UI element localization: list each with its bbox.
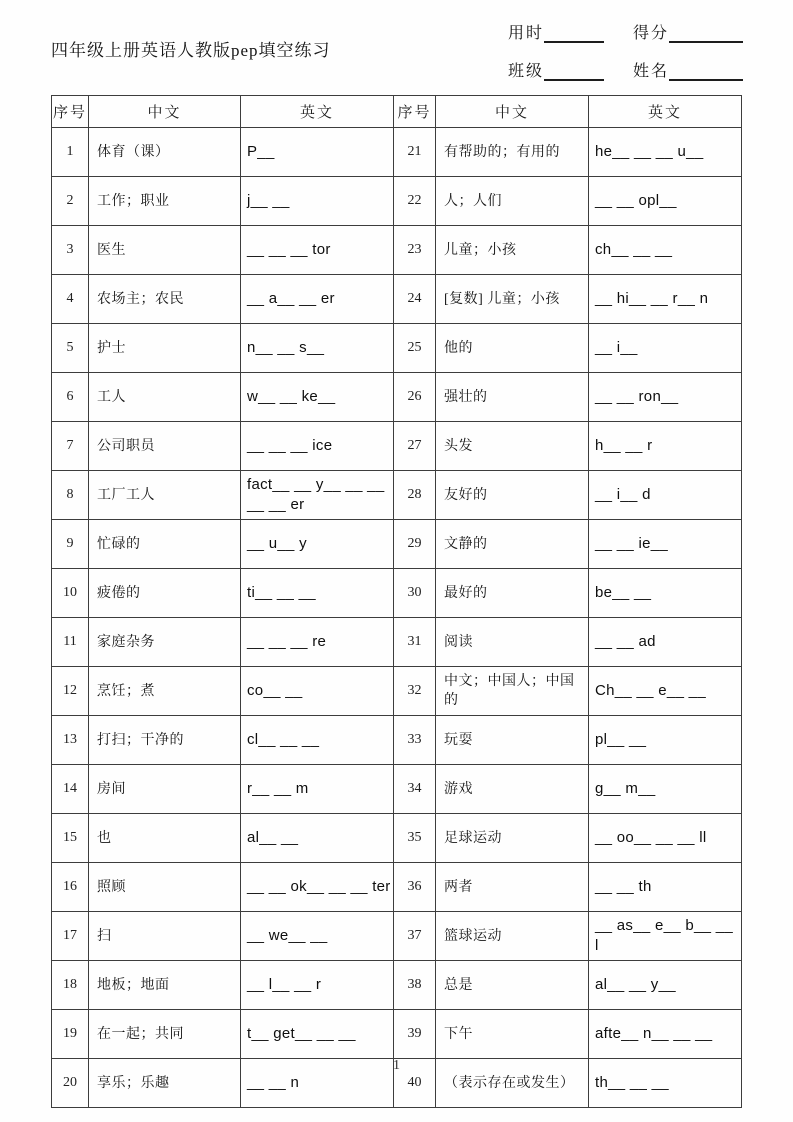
header-seq-left: 序号 — [52, 96, 89, 128]
english-cell: __ oo__ __ __ ll — [589, 814, 742, 863]
chinese-cell: 玩耍 — [436, 716, 589, 765]
chinese-cell: 儿童；小孩 — [436, 226, 589, 275]
chinese-cell: 他的 — [436, 324, 589, 373]
english-cell: __ we__ __ — [241, 912, 394, 961]
page-number: 1 — [393, 1058, 400, 1073]
field-score — [633, 20, 743, 43]
english-cell: pl__ __ — [589, 716, 742, 765]
chinese-cell: 工厂工人 — [89, 471, 241, 520]
english-cell: h__ __ r — [589, 422, 742, 471]
chinese-cell: 两者 — [436, 863, 589, 912]
english-cell: t__ get__ __ __ — [241, 1010, 394, 1059]
row-number-cell: 10 — [52, 569, 89, 618]
table-row — [52, 569, 742, 618]
header-fields — [508, 20, 746, 96]
row-number-cell: 28 — [394, 471, 436, 520]
row-number-cell: 14 — [52, 765, 89, 814]
table-row — [52, 667, 742, 716]
chinese-cell: 工作；职业 — [89, 177, 241, 226]
table-row — [52, 422, 742, 471]
chinese-cell: （表示存在或发生） — [436, 1059, 589, 1108]
row-number-cell: 23 — [394, 226, 436, 275]
table-header-row — [52, 96, 742, 128]
english-cell: __ __ ie__ — [589, 520, 742, 569]
english-cell: cl__ __ __ — [241, 716, 394, 765]
chinese-cell: 照顾 — [89, 863, 241, 912]
chinese-cell: 地板；地面 — [89, 961, 241, 1010]
english-cell: __ __ ad — [589, 618, 742, 667]
chinese-cell: [复数] 儿童；小孩 — [436, 275, 589, 324]
vocab-table — [51, 95, 742, 1108]
chinese-cell: 农场主；农民 — [89, 275, 241, 324]
row-number-cell: 1 — [52, 128, 89, 177]
table-row — [52, 373, 742, 422]
chinese-cell: 家庭杂务 — [89, 618, 241, 667]
field-time-used-blank — [544, 25, 604, 43]
english-cell: __ __ __ tor — [241, 226, 394, 275]
english-cell: __ i__ d — [589, 471, 742, 520]
row-number-cell: 40 — [394, 1059, 436, 1108]
row-number-cell: 32 — [394, 667, 436, 716]
chinese-cell: 人；人们 — [436, 177, 589, 226]
header-fields-row-2 — [508, 58, 746, 81]
table-row — [52, 520, 742, 569]
row-number-cell: 12 — [52, 667, 89, 716]
english-cell: __ __ ron__ — [589, 373, 742, 422]
row-number-cell: 29 — [394, 520, 436, 569]
row-number-cell: 24 — [394, 275, 436, 324]
row-number-cell: 17 — [52, 912, 89, 961]
row-number-cell: 15 — [52, 814, 89, 863]
chinese-cell: 医生 — [89, 226, 241, 275]
chinese-cell: 烹饪；煮 — [89, 667, 241, 716]
header-seq-right: 序号 — [394, 96, 436, 128]
table-row — [52, 226, 742, 275]
english-cell: __ l__ __ r — [241, 961, 394, 1010]
table-row — [52, 765, 742, 814]
english-cell: al__ __ — [241, 814, 394, 863]
english-cell: __ __ __ re — [241, 618, 394, 667]
chinese-cell: 阅读 — [436, 618, 589, 667]
table-row — [52, 471, 742, 520]
english-cell: n__ __ s__ — [241, 324, 394, 373]
row-number-cell: 22 — [394, 177, 436, 226]
table-row — [52, 177, 742, 226]
english-cell: g__ m__ — [589, 765, 742, 814]
english-cell: al__ __ y__ — [589, 961, 742, 1010]
field-score-blank — [669, 25, 743, 43]
english-cell: afte__ n__ __ __ — [589, 1010, 742, 1059]
english-cell: j__ __ — [241, 177, 394, 226]
chinese-cell: 有帮助的；有用的 — [436, 128, 589, 177]
row-number-cell: 13 — [52, 716, 89, 765]
chinese-cell: 扫 — [89, 912, 241, 961]
row-number-cell: 33 — [394, 716, 436, 765]
row-number-cell: 34 — [394, 765, 436, 814]
table-row — [52, 128, 742, 177]
english-cell: __ __ n — [241, 1059, 394, 1108]
chinese-cell: 在一起；共同 — [89, 1010, 241, 1059]
english-cell: __ __ opl__ — [589, 177, 742, 226]
english-cell: __ u__ y — [241, 520, 394, 569]
field-class — [508, 58, 633, 81]
row-number-cell: 35 — [394, 814, 436, 863]
field-score-label: 得分 — [633, 25, 670, 42]
english-cell: __ hi__ __ r__ n — [589, 275, 742, 324]
table-row — [52, 1010, 742, 1059]
chinese-cell: 护士 — [89, 324, 241, 373]
row-number-cell: 31 — [394, 618, 436, 667]
row-number-cell: 27 — [394, 422, 436, 471]
field-class-label: 班级 — [508, 63, 545, 80]
row-number-cell: 36 — [394, 863, 436, 912]
chinese-cell: 疲倦的 — [89, 569, 241, 618]
row-number-cell: 5 — [52, 324, 89, 373]
chinese-cell: 友好的 — [436, 471, 589, 520]
row-number-cell: 39 — [394, 1010, 436, 1059]
chinese-cell: 强壮的 — [436, 373, 589, 422]
table-row — [52, 324, 742, 373]
english-cell: r__ __ m — [241, 765, 394, 814]
row-number-cell: 6 — [52, 373, 89, 422]
field-name-label: 姓名 — [633, 63, 670, 80]
row-number-cell: 19 — [52, 1010, 89, 1059]
english-cell: __ __ ok__ __ __ ter — [241, 863, 394, 912]
row-number-cell: 37 — [394, 912, 436, 961]
header-chinese-right: 中文 — [436, 96, 589, 128]
chinese-cell: 下午 — [436, 1010, 589, 1059]
header-chinese-left: 中文 — [89, 96, 241, 128]
field-time-used — [508, 20, 633, 43]
row-number-cell: 11 — [52, 618, 89, 667]
english-cell: __ i__ — [589, 324, 742, 373]
english-cell: co__ __ — [241, 667, 394, 716]
table-row — [52, 961, 742, 1010]
table-row — [52, 814, 742, 863]
table-row — [52, 618, 742, 667]
english-cell: w__ __ ke__ — [241, 373, 394, 422]
chinese-cell: 篮球运动 — [436, 912, 589, 961]
row-number-cell: 38 — [394, 961, 436, 1010]
table-row — [52, 863, 742, 912]
row-number-cell: 16 — [52, 863, 89, 912]
field-name-blank — [669, 63, 743, 81]
chinese-cell: 房间 — [89, 765, 241, 814]
row-number-cell: 9 — [52, 520, 89, 569]
chinese-cell: 工人 — [89, 373, 241, 422]
row-number-cell: 7 — [52, 422, 89, 471]
row-number-cell: 30 — [394, 569, 436, 618]
english-cell: __ __ th — [589, 863, 742, 912]
page-title: 四年级上册英语人教版pep填空练习 — [51, 41, 331, 60]
english-cell: P__ — [241, 128, 394, 177]
header-fields-row-1 — [508, 20, 746, 43]
english-cell: __ __ __ ice — [241, 422, 394, 471]
row-number-cell: 4 — [52, 275, 89, 324]
chinese-cell: 头发 — [436, 422, 589, 471]
chinese-cell: 体育（课） — [89, 128, 241, 177]
row-number-cell: 20 — [52, 1059, 89, 1108]
row-number-cell: 8 — [52, 471, 89, 520]
chinese-cell: 最好的 — [436, 569, 589, 618]
english-cell: be__ __ — [589, 569, 742, 618]
row-number-cell: 2 — [52, 177, 89, 226]
header-english-right: 英文 — [589, 96, 742, 128]
english-cell: ch__ __ __ — [589, 226, 742, 275]
header-english-left: 英文 — [241, 96, 394, 128]
chinese-cell: 足球运动 — [436, 814, 589, 863]
english-cell: th__ __ __ — [589, 1059, 742, 1108]
table-row — [52, 912, 742, 961]
table-row — [52, 275, 742, 324]
row-number-cell: 25 — [394, 324, 436, 373]
chinese-cell: 打扫；干净的 — [89, 716, 241, 765]
table-row — [52, 716, 742, 765]
chinese-cell: 忙碌的 — [89, 520, 241, 569]
row-number-cell: 3 — [52, 226, 89, 275]
row-number-cell: 21 — [394, 128, 436, 177]
english-cell: ti__ __ __ — [241, 569, 394, 618]
row-number-cell: 26 — [394, 373, 436, 422]
chinese-cell: 公司职员 — [89, 422, 241, 471]
row-number-cell: 18 — [52, 961, 89, 1010]
chinese-cell: 游戏 — [436, 765, 589, 814]
english-cell: __ a__ __ er — [241, 275, 394, 324]
chinese-cell: 总是 — [436, 961, 589, 1010]
field-name — [633, 58, 743, 81]
chinese-cell: 享乐；乐趣 — [89, 1059, 241, 1108]
chinese-cell: 也 — [89, 814, 241, 863]
chinese-cell: 文静的 — [436, 520, 589, 569]
english-cell: __ as__ e__ b__ __ l — [589, 912, 742, 961]
field-time-used-label: 用时 — [508, 25, 545, 42]
english-cell: he__ __ __ u__ — [589, 128, 742, 177]
english-cell: fact__ __ y__ __ __ __ __ er — [241, 471, 394, 520]
field-class-blank — [544, 63, 604, 81]
chinese-cell: 中文；中国人；中国的 — [436, 667, 589, 716]
english-cell: Ch__ __ e__ __ — [589, 667, 742, 716]
